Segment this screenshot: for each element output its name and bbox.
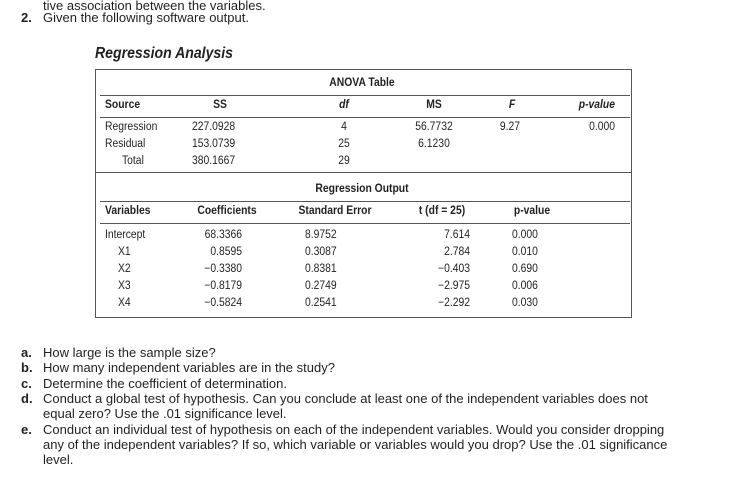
anova-caption: ANOVA Table — [329, 77, 395, 89]
anova-cell: 0.000 — [589, 121, 615, 133]
section-title: Regression Analysis — [95, 45, 233, 62]
anova-cell: 25 — [338, 138, 350, 150]
regression-cell: 0.030 — [512, 297, 538, 309]
question-text: any of the independent variables? If so, which variable or variables would you drop? Use the .01 significance — [43, 436, 668, 452]
anova-cell: 153.0739 — [192, 138, 236, 150]
question-text: Conduct an individual test of hypothesis on each of the independent variables. Would you consider dropping — [43, 421, 665, 437]
divider — [100, 201, 630, 202]
question-text: How many independent variables are in the study? — [43, 360, 335, 376]
anova-cell: 56.7732 — [415, 121, 453, 133]
anova-cell: 380.1667 — [192, 155, 236, 167]
regression-cell: −0.3380 — [204, 263, 242, 275]
anova-header: Source — [105, 99, 141, 111]
regression-header: Variables — [105, 205, 151, 217]
problem-number: 2. — [21, 10, 32, 25]
question-text: equal zero? Use the .01 significance level. — [43, 406, 287, 422]
anova-cell: 29 — [338, 155, 350, 167]
regression-cell: X1 — [118, 246, 131, 258]
regression-cell: X3 — [118, 280, 131, 292]
anova-header: MS — [426, 99, 442, 111]
anova-header: df — [339, 99, 349, 111]
cut-off-previous-line: tive association between the variables. — [43, 0, 266, 13]
regression-cell: 0.006 — [512, 280, 538, 292]
question-text: How large is the sample size? — [43, 345, 216, 360]
question-letter: a. — [21, 345, 32, 360]
section-divider — [95, 172, 632, 173]
regression-cell: 7.614 — [444, 229, 470, 241]
regression-cell: 0.2541 — [305, 297, 337, 309]
regression-cell: 8.9752 — [305, 229, 337, 241]
anova-cell: 9.27 — [499, 121, 521, 133]
regression-cell: 0.8381 — [305, 263, 337, 275]
anova-cell: Regression — [105, 121, 158, 133]
anova-cell: 4 — [341, 121, 347, 133]
divider — [100, 95, 630, 96]
question-letter: e. — [21, 421, 32, 437]
anova-header: SS — [213, 99, 227, 111]
regression-cell: 68.3366 — [204, 229, 242, 241]
regression-header: Coefficients — [197, 205, 257, 217]
problem-text: Given the following software output. — [43, 10, 249, 25]
regression-cell: 0.2749 — [305, 280, 337, 292]
divider — [100, 117, 630, 118]
anova-header: F — [508, 99, 516, 111]
regression-cell: 0.690 — [512, 263, 538, 275]
anova-cell: Residual — [105, 138, 146, 150]
divider — [100, 223, 630, 224]
regression-cell: 2.784 — [444, 246, 470, 258]
regression-cell: Intercept — [105, 229, 146, 241]
regression-header: p-value — [513, 205, 551, 217]
regression-cell: −2.292 — [438, 297, 470, 309]
regression-cell: −0.403 — [438, 263, 470, 275]
question-text: Conduct a global test of hypothesis. Can you conclude at least one of the independent variables does not — [43, 390, 648, 406]
question-letter: c. — [21, 375, 32, 391]
regression-cell: −0.8179 — [204, 280, 242, 292]
regression-cell: 0.010 — [512, 246, 538, 258]
regression-caption: Regression Output — [315, 183, 409, 195]
question-text: level. — [43, 452, 74, 468]
regression-cell: X2 — [118, 263, 131, 275]
question-letter: b. — [21, 360, 33, 376]
regression-cell: −2.975 — [438, 280, 470, 292]
anova-header: p-value — [578, 99, 615, 111]
question-text: Determine the coefficient of determination. — [43, 375, 288, 391]
regression-cell: 0.8595 — [210, 246, 242, 258]
regression-header: t (df = 25) — [418, 205, 466, 217]
anova-cell: Total — [122, 155, 144, 167]
regression-cell: 0.3087 — [305, 246, 337, 258]
regression-cell: −0.5824 — [204, 297, 242, 309]
regression-cell: X4 — [118, 297, 131, 309]
anova-cell: 6.1230 — [418, 138, 450, 150]
regression-cell: 0.000 — [512, 229, 538, 241]
anova-cell: 227.0928 — [192, 121, 236, 133]
regression-header: Standard Error — [298, 205, 372, 217]
question-letter: d. — [21, 390, 33, 406]
